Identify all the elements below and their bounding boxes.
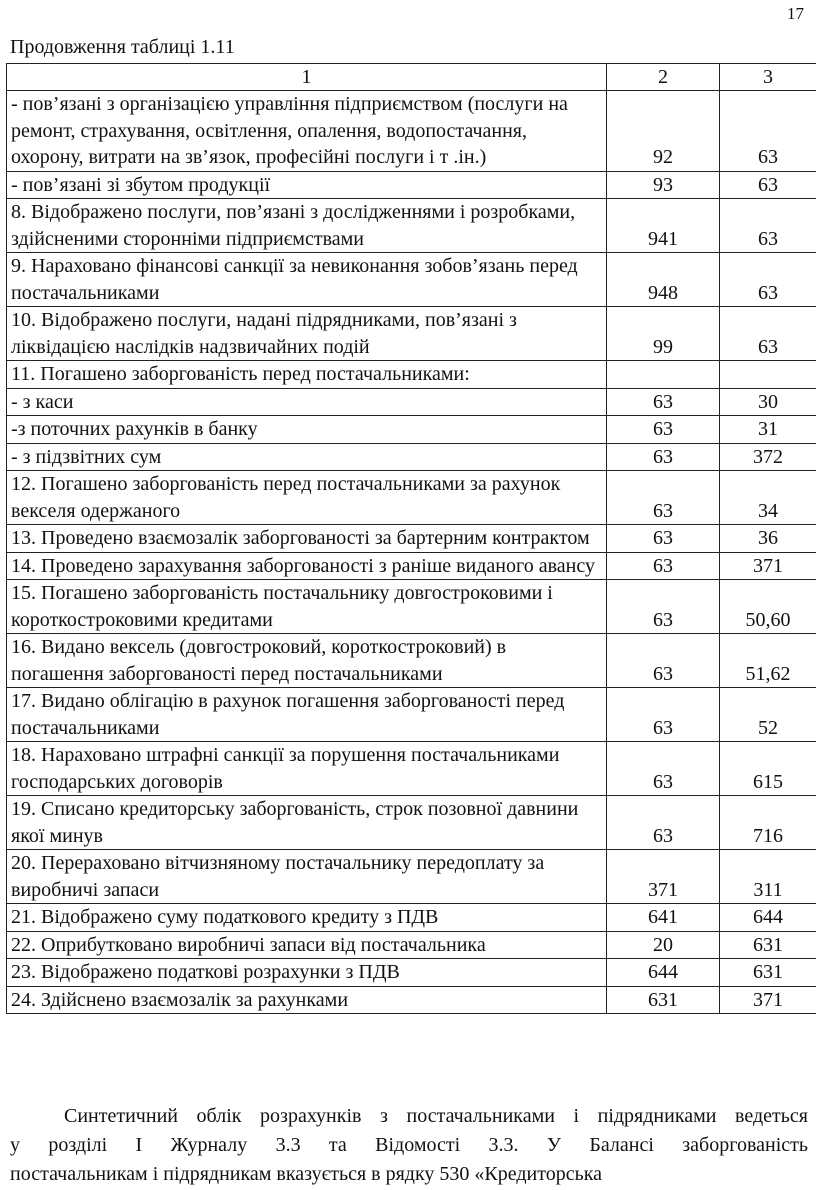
row-description: 18. Нараховано штрафні санкції за порушення постачальниками господарських договорів [7, 742, 607, 796]
paragraph-line-3: постачальникам і підрядникам вказується в рядку 530 «Кредиторська [10, 1163, 603, 1185]
table-row [7, 850, 816, 904]
row-description: 11. Погашено заборгованість перед постачальниками: [7, 361, 607, 389]
table-row [7, 171, 816, 199]
header-col-3: 3 [720, 64, 816, 91]
row-description: - з каси [7, 388, 607, 416]
row-debit-account: 92 [607, 91, 720, 172]
row-description: 16. Видано вексель (довгостроковий, короткостроковий) в погашення заборгованості перед постачальниками [7, 634, 607, 688]
table-row [7, 931, 816, 959]
row-debit-account: 63 [607, 471, 720, 525]
row-credit-account: 50,60 [720, 580, 816, 634]
row-debit-account: 99 [607, 307, 720, 361]
row-debit-account: 941 [607, 199, 720, 253]
paragraph-line-2: у розділі І Журналу 3.3 та Відомості 3.3. У Балансі заборгованість [10, 1134, 808, 1156]
row-credit-account: 716 [720, 796, 816, 850]
row-credit-account: 52 [720, 688, 816, 742]
table-header-row [7, 64, 816, 91]
table-row [7, 361, 816, 389]
table-row [7, 904, 816, 932]
row-debit-account: 644 [607, 959, 720, 987]
row-description: 20. Перераховано вітчизняному постачальнику передоплату за виробничі запаси [7, 850, 607, 904]
row-credit-account [720, 361, 816, 389]
table-row [7, 796, 816, 850]
row-debit-account: 371 [607, 850, 720, 904]
row-credit-account: 644 [720, 904, 816, 932]
row-description: - пов’язані з організацією управління підприємством (послуги на ремонт, страхування, освітлення, опалення, водопостачання, охорону, витрати на зв’язок, професійні послуги і т .ін.) [7, 91, 607, 172]
row-credit-account: 63 [720, 307, 816, 361]
row-description: 24. Здійснено взаємозалік за рахунками [7, 986, 607, 1014]
row-credit-account: 63 [720, 199, 816, 253]
row-description: -з поточних рахунків в банку [7, 416, 607, 444]
row-debit-account: 93 [607, 171, 720, 199]
row-credit-account: 371 [720, 552, 816, 580]
row-description: 9. Нараховано фінансові санкції за невиконання зобов’язань перед постачальниками [7, 253, 607, 307]
table-row [7, 199, 816, 253]
table-row [7, 471, 816, 525]
row-description: 23. Відображено податкові розрахунки з ПДВ [7, 959, 607, 987]
row-debit-account: 63 [607, 525, 720, 553]
row-debit-account [607, 361, 720, 389]
table-row [7, 688, 816, 742]
table-row [7, 307, 816, 361]
row-debit-account: 63 [607, 552, 720, 580]
row-debit-account: 63 [607, 742, 720, 796]
row-description: 22. Оприбутковано виробничі запаси від постачальника [7, 931, 607, 959]
row-credit-account: 30 [720, 388, 816, 416]
table-row [7, 742, 816, 796]
table-row [7, 91, 816, 172]
row-debit-account: 63 [607, 580, 720, 634]
row-credit-account: 31 [720, 416, 816, 444]
row-debit-account: 63 [607, 796, 720, 850]
table-row [7, 580, 816, 634]
row-credit-account: 34 [720, 471, 816, 525]
row-credit-account: 63 [720, 91, 816, 172]
row-debit-account: 63 [607, 634, 720, 688]
table-row [7, 388, 816, 416]
page-number: 17 [787, 4, 804, 23]
row-debit-account: 63 [607, 416, 720, 444]
table-caption: Продовження таблиці 1.11 [10, 36, 235, 58]
row-description: - з підзвітних сум [7, 443, 607, 471]
row-debit-account: 631 [607, 986, 720, 1014]
row-credit-account: 631 [720, 931, 816, 959]
row-debit-account: 641 [607, 904, 720, 932]
row-debit-account: 20 [607, 931, 720, 959]
row-credit-account: 631 [720, 959, 816, 987]
row-description: 19. Списано кредиторську заборгованість, строк позовної давнини якої минув [7, 796, 607, 850]
row-credit-account: 372 [720, 443, 816, 471]
posting-table [6, 63, 816, 1014]
row-credit-account: 311 [720, 850, 816, 904]
row-description: 8. Відображено послуги, пов’язані з дослідженнями і розробками, здійсненими сторонніми підприємствами [7, 199, 607, 253]
row-credit-account: 63 [720, 171, 816, 199]
row-credit-account: 36 [720, 525, 816, 553]
row-credit-account: 51,62 [720, 634, 816, 688]
row-description: 17. Видано облігацію в рахунок погашення заборгованості перед постачальниками [7, 688, 607, 742]
row-description: 10. Відображено послуги, надані підрядниками, пов’язані з ліквідацією наслідків надзвичайних подій [7, 307, 607, 361]
row-description: 15. Погашено заборгованість постачальнику довгостроковими і короткостроковими кредитами [7, 580, 607, 634]
paragraph-line-1: Синтетичний облік розрахунків з постачальниками і підрядниками ведеться [64, 1105, 808, 1127]
row-description: - пов’язані зі збутом продукції [7, 171, 607, 199]
table-row [7, 525, 816, 553]
table-row [7, 416, 816, 444]
table-row [7, 253, 816, 307]
row-debit-account: 948 [607, 253, 720, 307]
body-paragraph [10, 1102, 808, 1189]
row-description: 21. Відображено суму податкового кредиту з ПДВ [7, 904, 607, 932]
header-col-2: 2 [607, 64, 720, 91]
table-row [7, 986, 816, 1014]
row-debit-account: 63 [607, 688, 720, 742]
row-credit-account: 371 [720, 986, 816, 1014]
row-description: 14. Проведено зарахування заборгованості з раніше виданого авансу [7, 552, 607, 580]
table-row [7, 634, 816, 688]
row-description: 12. Погашено заборгованість перед постачальниками за рахунок векселя одержаного [7, 471, 607, 525]
table-row [7, 959, 816, 987]
row-credit-account: 615 [720, 742, 816, 796]
row-debit-account: 63 [607, 388, 720, 416]
row-credit-account: 63 [720, 253, 816, 307]
row-debit-account: 63 [607, 443, 720, 471]
table-row [7, 552, 816, 580]
row-description: 13. Проведено взаємозалік заборгованості за бартерним контрактом [7, 525, 607, 553]
header-col-1: 1 [7, 64, 607, 91]
table-row [7, 443, 816, 471]
